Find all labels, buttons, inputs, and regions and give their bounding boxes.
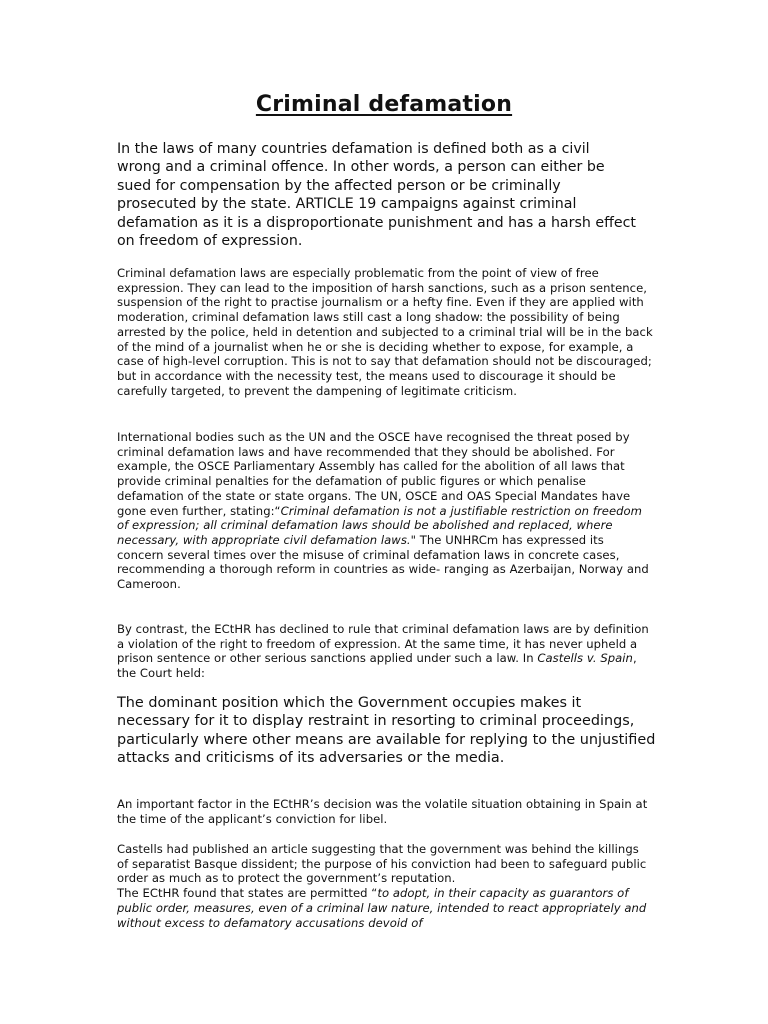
paragraph-text: International bodies such as the UN and the OSCE have recognised the threat posed by criminal defamation laws and have recommended that they should be abolished. For example, the OSCE Parliamentary Assembly has called for the abolition of all laws that provide criminal penalties for the defamation of public figures or which penalise defamation of the state or state organs. The UN, OSCE and OAS Special Mandates have gone even further, stating:“ bbox=[117, 430, 631, 518]
court-quote: The dominant position which the Government occupies makes it necessary for it to display restraint in resorting to criminal proceedings, particularly where other means are available for replying to the unjustified attacks and criticisms of its adversaries or the media. bbox=[117, 695, 656, 766]
page-title: Criminal defamation bbox=[255, 92, 513, 117]
paragraph-text: Castells had published an article suggesting that the government was behind the killings of separatist Basque dissident; the purpose of his conviction had been to safeguard public order as much as to protect the government’s reputation. bbox=[117, 842, 647, 886]
paragraph-text: The ECtHR found that states are permitted “ bbox=[117, 886, 378, 901]
intro-paragraph: In the laws of many countries defamation is defined both as a civil wrong and a criminal offence. In other words, a person can either be sued for compensation by the affected person or be criminally prosecuted by the state. ARTICLE 19 campaigns against criminal defamation as it is a disproportionate punishment and has a harsh effect on freedom of expression. bbox=[117, 141, 636, 250]
ecthr-quote: to adopt, in their capacity as guarantors of public order, measures, even of a criminal law nature, intended to react appropriately and without excess to defamatory accusations devoid of bbox=[117, 886, 647, 930]
paragraph-ecthr bbox=[117, 622, 653, 681]
paragraph-text: By contrast, the ECtHR has declined to rule that criminal defamation laws are by definition a violation of the right to freedom of expression. At the same time, it has never upheld a prison sentence or other serious sanctions applied under such a law. In bbox=[117, 622, 649, 666]
case-name: Castells v. Spain bbox=[537, 651, 633, 666]
paragraph-international-bodies bbox=[117, 430, 653, 592]
paragraph-text: " The UNHRCm has expressed its concern several times over the misuse of criminal defamation laws in concrete cases, recommending a thorough reform in countries as wide- ranging as Azerbaijan, Norway and Cameroon. bbox=[117, 532, 649, 592]
paragraph-volatile-situation: An important factor in the ECtHR’s decision was the volatile situation obtaining in Spain at the time of the applicant’s conviction for libel. bbox=[117, 797, 648, 826]
paragraph-sanctions: Criminal defamation laws are especially problematic from the point of view of free expression. They can lead to the imposition of harsh sanctions, such as a prison sentence, suspension of the right to practise journalism or a hefty fine. Even if they are applied with moderation, criminal defamation laws still cast a long shadow: the possibility of being arrested by the police, held in detention and subjected to a criminal trial will be in the back of the mind of a journalist when he or she is deciding whether to expose, for example, a case of high-level corruption. This is not to say that defamation should not be discouraged; but in accordance with the necessity test, the means used to discourage it should be carefully targeted, to prevent the dampening of legitimate criticism. bbox=[117, 266, 653, 398]
paragraph-text: , the Court held: bbox=[117, 651, 637, 681]
paragraph-castells bbox=[117, 842, 653, 930]
special-mandates-quote: Criminal defamation is not a justifiable restriction on freedom of expression; all criminal defamation laws should be abolished and replaced, where necessary, with appropriate civil defamation laws. bbox=[117, 503, 643, 547]
